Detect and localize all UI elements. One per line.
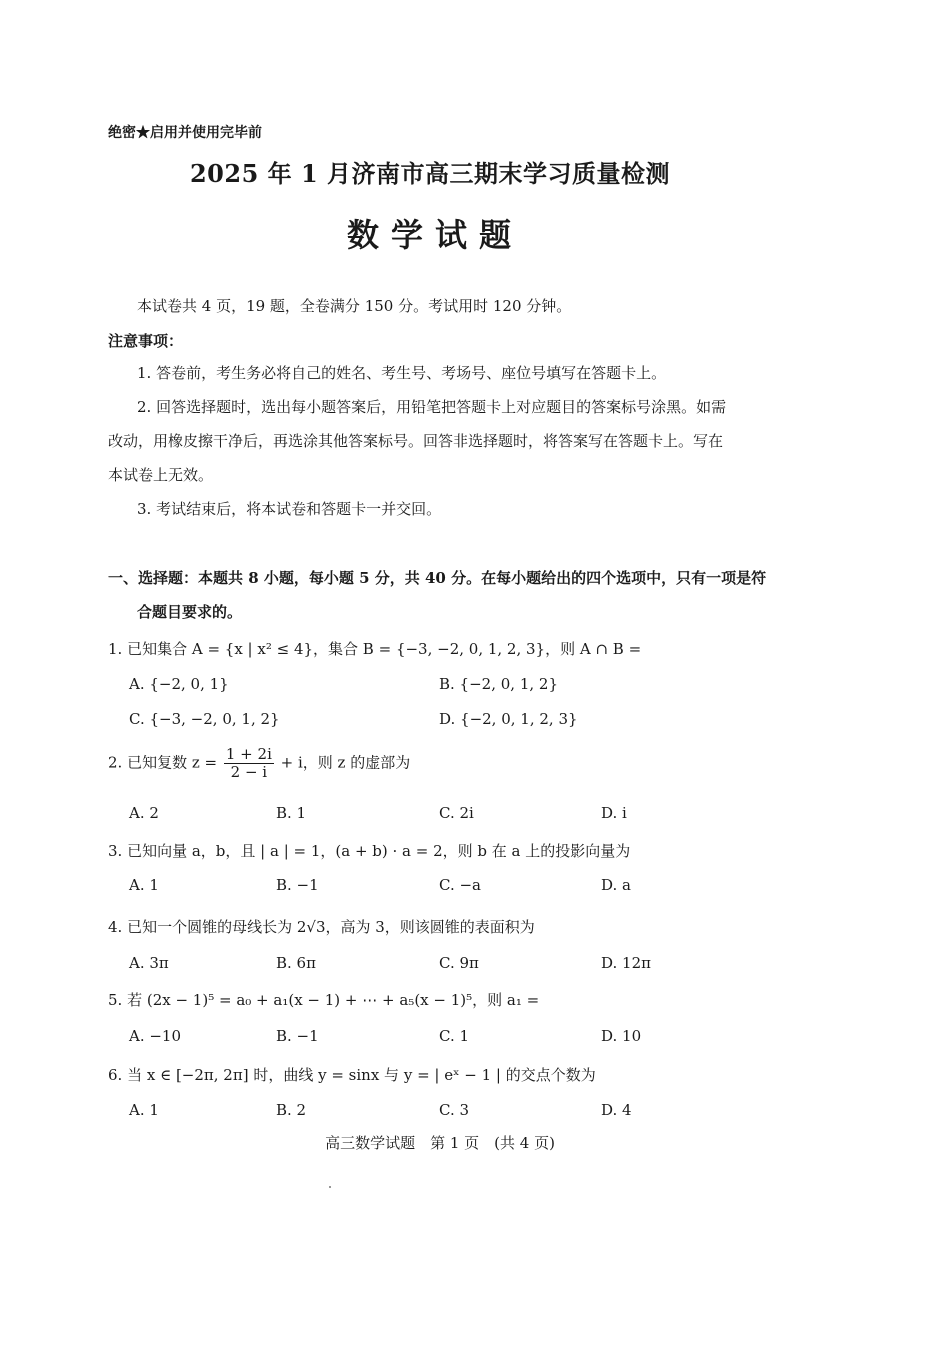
exam-title: 2025 年 1 月济南市高三期末学习质量检测 [189,159,671,188]
question-1-option-c: C. {−3, −2, 0, 1, 2} [129,710,280,728]
question-3-stem: 3. 已知向量 a，b，且 | a | = 1，(a + b) · a = 2，则 b 在 a 上的投影向量为 [108,842,631,860]
question-6-option-c: C. 3 [439,1101,470,1119]
question-6-option-a: A. 1 [129,1101,159,1119]
question-4-option-c: C. 9π [439,954,479,972]
question-2-stem-suffix: + i，则 z 的虚部为 [280,753,411,772]
secret-notice: 绝密★启用并使用完毕前 [108,125,262,141]
question-1-stem: 1. 已知集合 A = {x | x² ≤ 4}，集合 B = {−3, −2, 0, 1, 2, 3}，则 A ∩ B = [108,640,642,658]
question-5-option-c: C. 1 [439,1027,470,1045]
notice-item-2-line-3: 本试卷上无效。 [108,466,214,484]
notice-item-2-line-2: 改动，用橡皮擦干净后，再选涂其他答案标号。回答非选择题时，将答案写在答题卡上。写在 [108,432,724,450]
question-3-option-c: C. −a [439,876,481,894]
question-5-option-a: A. −10 [129,1027,182,1045]
question-2-option-a: A. 2 [129,804,159,822]
question-2-option-d: D. i [601,804,627,822]
section-heading-line-2: 合题目要求的。 [137,603,243,621]
question-2-stem [108,746,410,781]
question-3-option-a: A. 1 [129,876,159,894]
question-2-fraction-numerator: 1 + 2i [225,745,272,763]
question-6-option-d: D. 4 [601,1101,632,1119]
question-2-stem-prefix: 2. 已知复数 z = [108,753,218,772]
notice-item-2-line-1: 2. 回答选择题时，选出每小题答案后，用铅笔把答题卡上对应题目的答案标号涂黑。如需 [137,398,727,416]
question-4-stem: 4. 已知一个圆锥的母线长为 2√3，高为 3，则该圆锥的表面积为 [108,918,535,936]
question-6-stem: 6. 当 x ∈ [−2π, 2π] 时，曲线 y = sinx 与 y = | eˣ − 1 | 的交点个数为 [108,1066,596,1084]
intro-text: 本试卷共 4 页，19 题，全卷满分 150 分。考试用时 120 分钟。 [137,297,572,315]
question-6-option-b: B. 2 [276,1101,307,1119]
question-1-option-b: B. {−2, 0, 1, 2} [439,675,558,693]
question-4-option-d: D. 12π [601,954,651,972]
question-3-option-b: B. −1 [276,876,319,894]
question-1-option-a: A. {−2, 0, 1} [129,675,229,693]
notice-item-1: 1. 答卷前，考生务必将自己的姓名、考生号、考场号、座位号填写在答题卡上。 [137,364,667,382]
question-2-option-c: C. 2i [439,804,474,822]
question-5-stem: 5. 若 (2x − 1)⁵ = a₀ + a₁(x − 1) + ⋯ + a₅(x − 1)⁵，则 a₁ = [108,991,540,1009]
question-4-option-b: B. 6π [276,954,316,972]
question-2-fraction-denominator: 2 − i [230,763,268,781]
section-heading-line-1: 一、选择题：本题共 8 小题，每小题 5 分，共 40 分。在每小题给出的四个选项中，只有一项是符 [108,569,767,587]
question-2-fraction [224,746,274,781]
question-3-option-d: D. a [601,876,631,894]
question-1-option-d: D. {−2, 0, 1, 2, 3} [439,710,578,728]
scan-speck [329,1186,331,1188]
question-5-option-b: B. −1 [276,1027,319,1045]
notice-heading: 注意事项： [108,332,184,350]
exam-subtitle: 数学试题 [346,216,523,254]
question-5-option-d: D. 10 [601,1027,642,1045]
notice-item-3: 3. 考试结束后，将本试卷和答题卡一并交回。 [137,500,442,518]
page-footer: 高三数学试题 第 1 页 (共 4 页) [325,1134,555,1152]
question-2-option-b: B. 1 [276,804,307,822]
question-4-option-a: A. 3π [129,954,169,972]
